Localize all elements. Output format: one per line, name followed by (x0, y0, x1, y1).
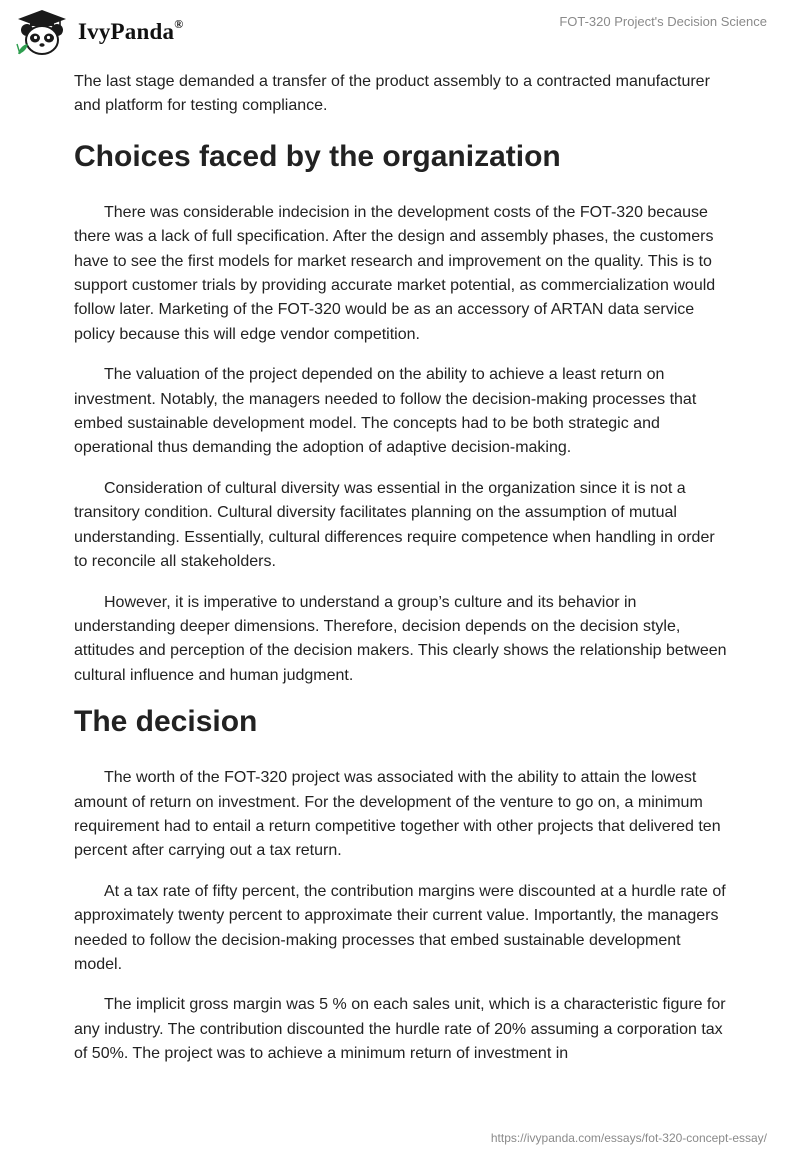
section-heading-decision: The decision (74, 705, 258, 739)
paragraph: There was considerable indecision in the development costs of the FOT-320 because there was a lack of full specification. After the design and assembly phases, the customers have to see the first models for market research and improvement on the quality. This is to support customer trials by providing accurate market potential, as commercialization would follow later. Marketing of the FOT-320 would be as an accessory of ARTAN data service policy because this will edge vendor competition. (74, 203, 716, 343)
paragraph: Consideration of cultural diversity was essential in the organization since it is not a transitory condition. Cultural diversity facilitates planning on the assumption of mutual understanding. Essentially, cultural differences require competence when handling in order to reconcile all stakeholders. (74, 479, 715, 571)
intro-paragraph: The last stage demanded a transfer of the product assembly to a contracted manufacturer and platform for testing compliance. (74, 73, 710, 115)
registered-mark: ® (174, 17, 184, 31)
document-title: FOT-320 Project's Decision Science (559, 14, 767, 29)
source-url[interactable]: https://ivypanda.com/essays/fot-320-concept-essay/ (490, 1131, 767, 1145)
section-heading-choices: Choices faced by the organization (74, 139, 561, 173)
ivypanda-logo[interactable] (14, 8, 183, 56)
paragraph: The worth of the FOT-320 project was associated with the ability to attain the lowest amount of return on investment. For the development of the venture to go on, a minimum requirement had to entail a return competitive together with other projects that delivered ten percent after carrying out a tax return. (74, 769, 721, 860)
paragraph: However, it is imperative to understand a group’s culture and its behavior in understanding deeper dimensions. Therefore, decision depends on the decision style, attitudes and perception of the decision makers. This clearly shows the relationship between cultural influence and human judgment. (74, 593, 727, 684)
paragraph: At a tax rate of fifty percent, the contribution margins were discounted at a hurdle rate of approximately twenty percent to approximate their current value. Importantly, the managers needed to follow the decision-making processes that embed sustainable development model. (74, 882, 726, 973)
panda-graduate-icon (14, 8, 70, 56)
essay-body (74, 70, 730, 1083)
page-header (0, 0, 800, 70)
paragraph: The implicit gross margin was 5 % on each sales unit, which is a characteristic figure for any industry. The contribution discounted the hurdle rate of 20% assuming a corporation tax of 50%. The project was to achieve a minimum return of investment in (74, 996, 726, 1063)
paragraph: The valuation of the project depended on the ability to achieve a least return on investment. Notably, the managers needed to follow the decision-making processes that embed sustainable development model. The concepts had to be both strategic and operational thus demanding the adoption of adaptive decision-making. (74, 366, 697, 457)
brand-text: IvyPanda (78, 19, 175, 44)
brand-name (78, 19, 183, 45)
